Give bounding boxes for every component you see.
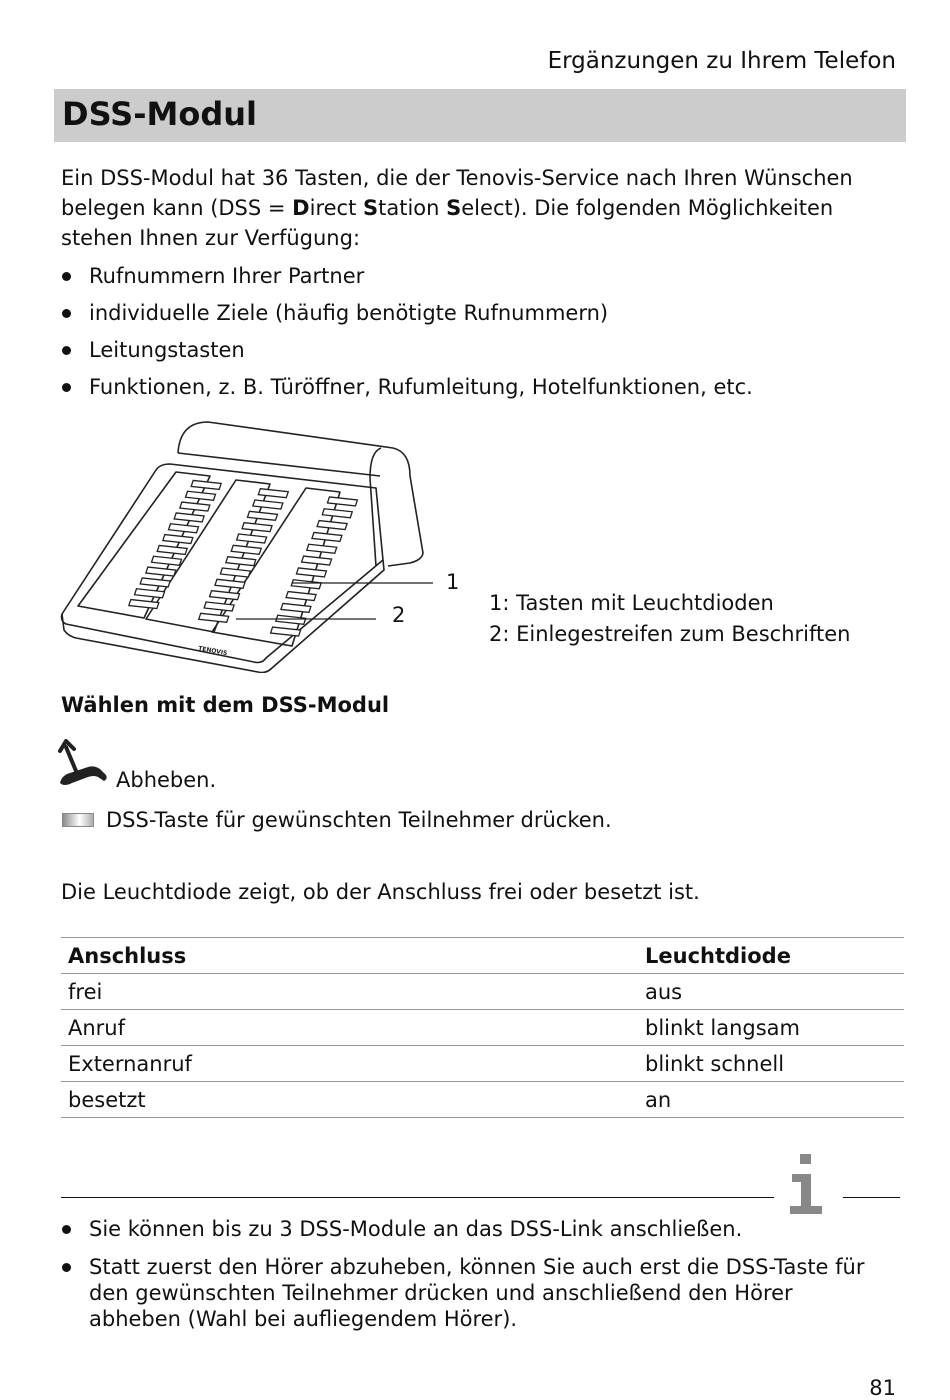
options-list [61,262,901,410]
dss-key [152,556,182,565]
dss-key [317,521,347,530]
table-row [61,1082,904,1118]
dss-key [129,600,159,609]
dss-key [247,511,277,520]
table-cell: blinkt schnell [638,1046,904,1082]
page-number: 81 [869,1376,896,1400]
dss-key [174,513,204,522]
list-item: Sie können bis zu 3 DSS-Module an das DSS-Link anschließen. [61,1216,891,1242]
table-cell: Anruf [61,1010,638,1046]
info-divider-left [61,1197,774,1198]
dss-key [237,534,267,543]
info-icon [786,1148,830,1218]
dss-key [281,603,311,612]
column-header-leuchtdiode: Leuchtdiode [638,938,904,974]
led-note: Die Leuchtdiode zeigt, ob der Anschluss frei oder besetzt ist. [61,880,700,904]
dss-key [140,578,170,587]
dss-module-illustration [58,418,478,673]
table-row [61,974,904,1010]
callout-2: 2 [392,603,406,627]
list-item: individuelle Ziele (häufig benötigte Rufnummern) [61,299,901,328]
intro-text-4: elect). Die folgenden Möglichkeiten stehen Ihnen zur Verfügung: [61,196,834,250]
info-divider-right [843,1197,900,1198]
list-item: Funktionen, z. B. Türöffner, Rufumleitung, Hotelfunktionen, etc. [61,373,901,402]
dss-key-icon [62,813,94,827]
dss-key [146,567,176,576]
intro-text-1: Ein DSS-Modul hat 36 Tasten, die der Tenovis-Service nach Ihren Wünschen belegen kann (DSS = [61,166,853,220]
dss-key [242,523,272,532]
dss-key [231,545,261,554]
info-notes-list [61,1216,891,1344]
intro-bold-s2: S [446,196,462,220]
table-cell: an [638,1082,904,1118]
dss-key [204,602,234,611]
dss-key [302,556,332,565]
running-header: Ergänzungen zu Ihrem Telefon [547,48,896,74]
dss-key [296,568,326,577]
table-cell: aus [638,974,904,1010]
table-cell: besetzt [61,1082,638,1118]
intro-bold-d: D [292,196,310,220]
list-item: Rufnummern Ihrer Partner [61,262,901,291]
dss-key [163,535,193,544]
dss-key [271,627,301,636]
legend-item-2: 2: Einlegestreifen zum Beschriften [489,622,851,646]
dss-key [226,557,256,566]
dss-key [215,579,245,588]
table-cell: Externanruf [61,1046,638,1082]
dss-key [191,480,221,489]
table-row [61,1010,904,1046]
table-row [61,1046,904,1082]
list-item: Statt zuerst den Hörer abzuheben, können Sie auch erst die DSS-Taste für den gewünschten Teilnehmer drücken und anschließend den Hörer abheben (Wahl bei aufliegendem Hörer). [61,1254,891,1332]
dialing-heading: Wählen mit dem DSS-Modul [61,693,390,717]
dss-key [253,500,283,509]
dss-key [291,580,321,589]
dss-key [157,545,187,554]
step-lift-handset: Abheben. [116,768,217,792]
dss-key [286,592,316,601]
column-header-anschluss: Anschluss [61,938,638,974]
dss-key [135,589,165,598]
step-press-dss-key: DSS-Taste für gewünschten Teilnehmer drücken. [106,808,612,832]
table-cell: frei [61,974,638,1010]
dss-key [169,524,199,533]
dss-key [312,532,342,541]
dss-key [220,568,250,577]
led-status-table [61,937,904,1118]
dss-key [210,591,240,600]
dss-key [327,497,357,506]
chapter-title-bar [54,89,906,142]
chapter-title: DSS-Modul [62,95,257,133]
list-item: Leitungstasten [61,336,901,365]
dss-key [307,544,337,553]
brand-logo: TENOVIS [197,645,228,658]
intro-paragraph [61,163,891,253]
intro-text-3: tation [378,196,447,220]
lift-handset-icon [58,737,110,789]
intro-text-2: irect [309,196,363,220]
table-header-row [61,938,904,974]
dss-key [180,502,210,511]
callout-1: 1 [446,570,460,594]
dss-key [322,509,352,518]
dss-key [186,491,216,500]
table-cell: blinkt langsam [638,1010,904,1046]
intro-bold-s1: S [363,196,379,220]
legend-item-1: 1: Tasten mit Leuchtdioden [489,591,774,615]
figure-legend [489,588,850,650]
dss-key [258,489,288,498]
